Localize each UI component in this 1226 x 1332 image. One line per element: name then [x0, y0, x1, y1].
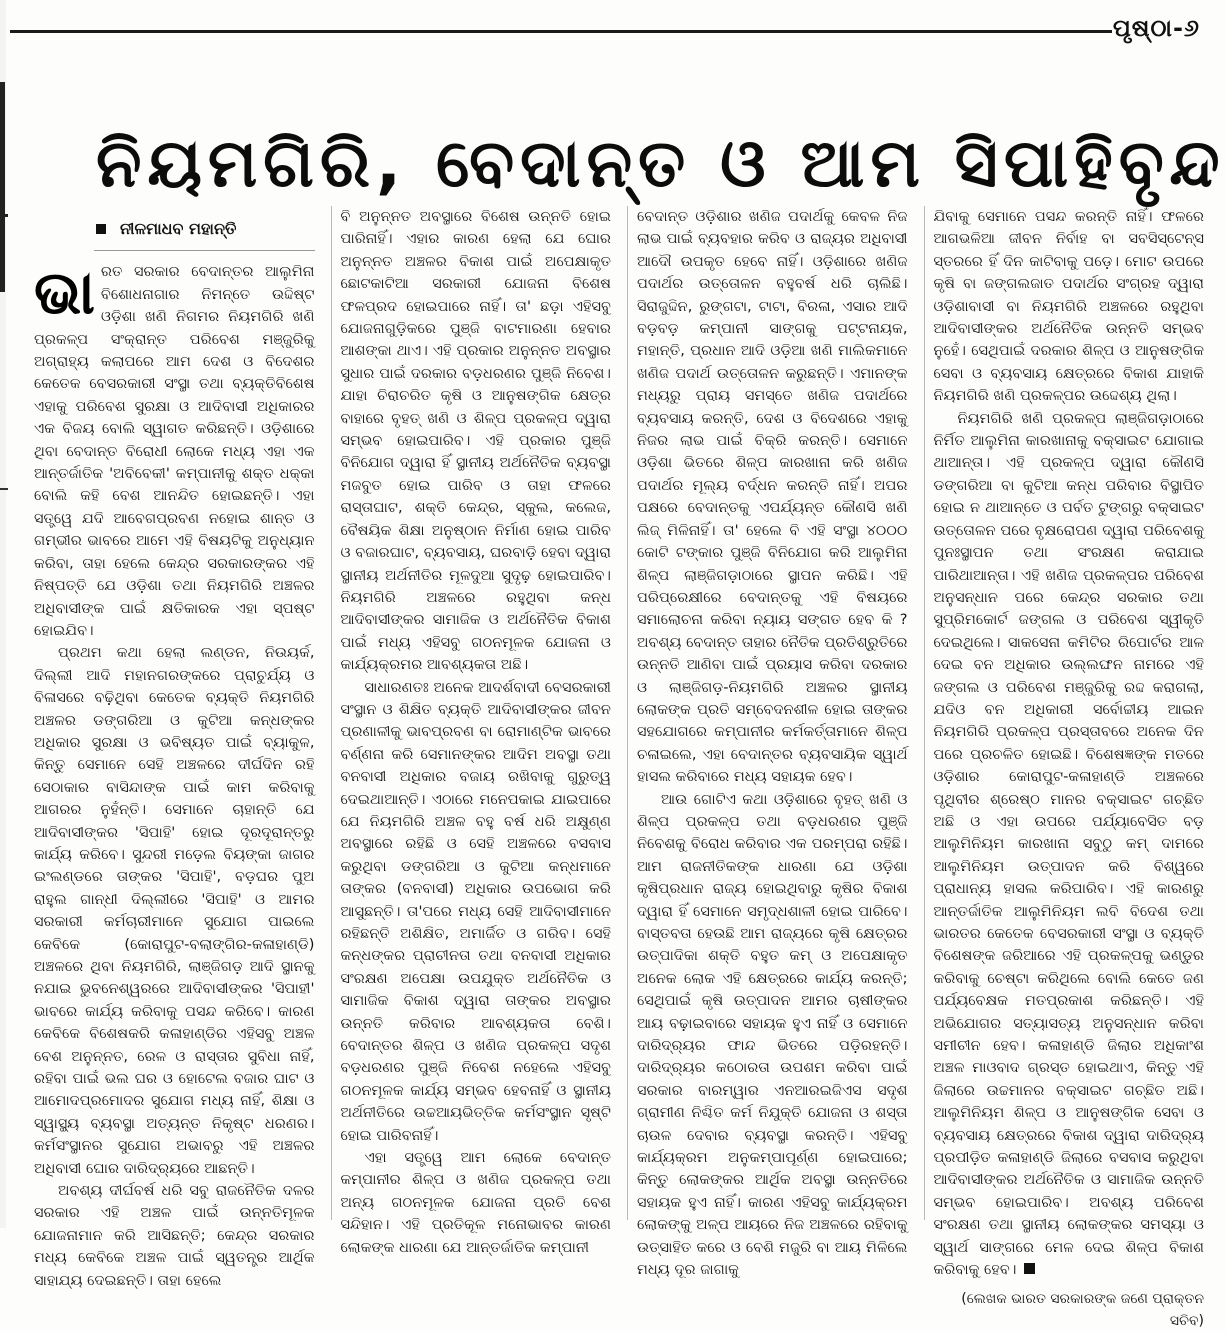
paragraph	[34, 261, 315, 642]
article-body	[34, 206, 1208, 1220]
column-1	[34, 206, 319, 1220]
page-number: ପୃଷ୍ଠା-୬	[1113, 14, 1200, 42]
paragraph: ସାଧାରଣତଃ ଅନେକ ଆଦର୍ଶବାଦୀ ବେସରକାରୀ ସଂସ୍ଥାନ ଓ ଶିକ୍ଷିତ ବ୍ୟକ୍ତି ଆଦିବାସୀଙ୍କର ଜୀବନ ପ୍ରଣାଳୀକୁ ଭାବପ୍ରବଣ ବା ରୋମାଣ୍ଟିକ ଭାବରେ ବର୍ଣ୍ଣନା କରି ସେମାନଙ୍କର ଆଦିମ ଅବସ୍ଥା ତଥା ବନବାସୀ ଅଧିକାର ବଜାୟ ରଖିବାକୁ ଗୁରୁତ୍ୱ ଦେଇଥାଆନ୍ତି। ଏଠାରେ ମନେପକାଇ ଯାଇପାରେ ଯେ ନିୟମଗିରି ଅଞ୍ଚଳ ବହୁ ବର୍ଷ ଧରି ଅକ୍ଷୁଣ୍ଣ ଅବସ୍ଥାରେ ରହିଛି ଓ ସେହି ଅଞ୍ଚଳରେ ବସବାସ କରୁଥିବା ଡଙ୍ଗରିଆ ଓ କୁଟିଆ କନ୍ଧମାନେ ତାଙ୍କର (ବନବାସୀ) ଅଧିକାର ଉପଭୋଗ କରି ଆସୁଛନ୍ତି। ତା'ପରେ ମଧ୍ୟ ସେହି ଆଦିବାସୀମାନେ ରହିଛନ୍ତି ଅଶିକ୍ଷିତ, ଅମାର୍ଜିତ ଓ ଗରିବ। ସେହି କନ୍ଧଙ୍କର ପ୍ରାଚୀନତା ତଥା ବନବାସୀ ଅଧିକାର ସଂରକ୍ଷଣ ଅପେକ୍ଷା ଉପଯୁକ୍ତ ଅର୍ଥନୈତିକ ଓ ସାମାଜିକ ବିକାଶ ଦ୍ୱାରା ତାଙ୍କର ଅବସ୍ଥାର ଉନ୍ନତି କରିବାର ଆବଶ୍ୟକତା ବେଶି। ବେଦାନ୍ତର ଶିଳ୍ପ ଓ ଖଣିଜ ପ୍ରକଳ୍ପ ସଦୃଶ ବଡ଼ଧରଣର ପୁଞ୍ଜି ନିବେଶ ନହେଲେ ଏହିସବୁ ଗଠନମୂଳକ କାର୍ଯ୍ୟ ସମ୍ଭବ ହେବନାହିଁ ଓ ସ୍ଥାନୀୟ ଅର୍ଥନୀତିରେ ଉଚ୍ଚଆୟଭିତ୍ତିକ କର୍ମସଂସ୍ଥାନ ସୃଷ୍ଟି ହୋଇ ପାରିବନାହିଁ।	[341, 677, 612, 1148]
column-4	[924, 206, 1209, 1220]
paragraph: ପ୍ରଥମ କଥା ହେଲା ଲଣ୍ଡନ, ନିଉୟର୍କ, ଦିଲ୍ଲୀ ଆଦି ମହାନଗରଙ୍କରେ ପ୍ରାଚୁର୍ଯ୍ୟ ଓ ବିଳାସରେ ବଢ଼ିଥିବା କେତେକ ବ୍ୟକ୍ତି ନିୟମଗିରି ଅଞ୍ଚଳର ଡଙ୍ଗରିଆ ଓ କୁଟିଆ କନ୍ଧଙ୍କର ଅଧିକାର ସୁରକ୍ଷା ଓ ଭବିଷ୍ୟତ ପାଇଁ ବ୍ୟାକୁଳ, କିନ୍ତୁ ସେମାନେ ସେହି ଅଞ୍ଚଳରେ ଦୀର୍ଘଦିନ ରହି ସେଠାକାର ବାସିନ୍ଦାଙ୍କ ପାଇଁ କାମ କରିବାକୁ ଆଗରର ନୁହଁନ୍ତି। ସେମାନେ ଚାହାନ୍ତି ଯେ ଆଦିବାସୀଙ୍କର 'ସିପାହି' ହୋଇ ଦୂରଦୂରାନ୍ତରୁ କାର୍ଯ୍ୟ କରିବେ। ସୁନ୍ଦରୀ ମଡ଼େଲ ବିୟଙ୍କା ଜାଗର ଇଂଲଣ୍ଡରେ ତାଙ୍କର 'ସିପାହି', ବଡ଼ଘର ପୁଅ ରାହୁଲ ଗାନ୍ଧୀ ଦିଲ୍ଲୀରେ 'ସିପାହି' ଓ ଆମର ସରକାରୀ କର୍ମଚାରୀମାନେ ସୁଯୋଗ ପାଇଲେ କେବିକେ (କୋରାପୁଟ-ବଲାଙ୍ଗିର-କଳାହାଣ୍ଡି) ଅଞ୍ଚଳରେ ଥିବା ନିୟମଗିରି, ଲାଞ୍ଜିଗଡ଼ ଆଦି ସ୍ଥାନକୁ ନଯାଇ ଭୁବନେଶ୍ୱରରେ ଆଦିବାସୀଙ୍କର 'ସିପାହୀ' ଭାବରେ କାର୍ଯ୍ୟ କରିବାକୁ ପସନ୍ଦ କରିବେ। କାରଣ କେବିକେ ବିଶେଷକରି କଳାହାଣ୍ଡିର ଏହିସବୁ ଅଞ୍ଚଳ ବେଶ ଅନୁନ୍ନତ, ରେଳ ଓ ରାସ୍ତାର ସୁବିଧା ନାହିଁ, ରହିବା ପାଇଁ ଭଲ ଘର ଓ ହୋଟେଲ ବଜାର ଘାଟ ଓ ଆମୋଦପ୍ରମୋଦର ସୁଯୋଗ ମଧ୍ୟ ନାହିଁ, ଶିକ୍ଷା ଓ ସ୍ୱାସ୍ଥ୍ୟ ବ୍ୟବସ୍ଥା ଅତ୍ୟନ୍ତ ନିକୃଷ୍ଟ ଧରଣର। କର୍ମସଂସ୍ଥାନର ସୁଯୋଗ ଅଭାବରୁ ଏହି ଅଞ୍ଚଳର ଅଧିବାସୀ ଘୋର ଦାରିଦ୍ର୍ୟରେ ଆଛନ୍ତି।	[34, 642, 315, 1180]
drop-cap: ଭା	[34, 263, 95, 323]
paragraph: ଅବଶ୍ୟ ଦୀର୍ଘବର୍ଷ ଧରି ସବୁ ରାଜନୈତିକ ଦଳର ସରକାର ଏହି ଅଞ୍ଚଳ ପାଇଁ ଉନ୍ନତିମୂଳକ ଯୋଜନାମାନ କରି ଆସିଛନ୍ତି; କେନ୍ଦ୍ର ସରକାର ମଧ୍ୟ କେବିକେ ଅଞ୍ଚଳ ପାଇଁ ସ୍ୱତନ୍ତ୍ର ଆର୍ଥିକ ସାହାଯ୍ୟ ଦେଇଛନ୍ତି। ତାହା ହେଲେ	[34, 1180, 315, 1292]
paragraph: ଯିବାକୁ ସେମାନେ ପସନ୍ଦ କରନ୍ତି ନାହିଁ। ଫଳରେ ଆଗଭଳିଆ ଜୀବନ ନିର୍ବାହ ବା ସବସିସ୍ଟେନ୍ସ ସ୍ତରରେ ହିଁ ଦିନ କାଟିବାକୁ ପଡ଼େ। ମୋଟ ଉପରେ କୃଷି ବା ଜଙ୍ଗଲଜାତ ପଦାର୍ଥର ସଂଗ୍ରହ ଦ୍ୱାରା ଓଡ଼ିଶାବାସୀ ବା ନିୟମଗିରି ଅଞ୍ଚଳରେ ରହୁଥିବା ଆଦିବାସୀଙ୍କର ଅର୍ଥନୈତିକ ଉନ୍ନତି ସମ୍ଭବ ନୁହେଁ। ସେଥିପାଇଁ ଦରକାର ଶିଳ୍ପ ଓ ଆନୁଷଙ୍ଗିକ ସେବା ଓ ବ୍ୟବସାୟ କ୍ଷେତ୍ରରେ ବିକାଶ ଯାହାକି ନିୟମଗିରି ଖଣି ପ୍ରକଳ୍ପର ଉଦ୍ଦେଶ୍ୟ ଥିଲା।	[934, 206, 1205, 408]
author-note: (ଲେଖକ ଭାରତ ସରକାରଙ୍କ ଜଣେ ପ୍ରାକ୍ତନ ସଚିବ)	[934, 1288, 1205, 1332]
paragraph: ବେଦାନ୍ତ ଓଡ଼ିଶାର ଖଣିଜ ପଦାର୍ଥକୁ କେବଳ ନିଜ ଲାଭ ପାଇଁ ବ୍ୟବହାର କରିବ ଓ ରାଜ୍ୟର ଅଧିବାସୀ ଆଦୌ ଉପକୃତ ହେବେ ନାହିଁ। ଓଡ଼ିଶାରେ ଖଣିଜ ପଦାର୍ଥର ଉତ୍ତୋଳନ ବହୁବର୍ଷ ଧରି ଚାଲିଛି। ସିରାଜୁଦ୍ଦିନ, ରୁଙ୍ଗଟା, ଟାଟା, ବିରଳା, ଏସାର ଆଦି ବଡ଼ବଡ଼ କମ୍ପାନୀ ସାଙ୍ଗକୁ ପଟ୍ଟନାୟକ, ମହାନ୍ତି, ପ୍ରଧାନ ଆଦି ଓଡ଼ିଆ ଖଣି ମାଲିକମାନେ ଖଣିଜ ପଦାର୍ଥ ଉତ୍ତୋଳନ କରୁଛନ୍ତି। ଏମାନଙ୍କ ମଧ୍ୟରୁ ପ୍ରାୟ ସମସ୍ତେ ଖଣିଜ ପଦାର୍ଥରେ ବ୍ୟବସାୟ କରନ୍ତି, ଦେଶ ଓ ବିଦେଶରେ ଏହାକୁ ନିଜର ଲାଭ ପାଇଁ ବିକ୍ରି କରନ୍ତି। ସେମାନେ ଓଡ଼ିଶା ଭିତରେ ଶିଳ୍ପ କାରଖାନା କରି ଖଣିଜ ପଦାର୍ଥର ମୂଲ୍ୟ ବର୍ଦ୍ଧନ କରନ୍ତି ନାହିଁ। ଅପର ପକ୍ଷରେ ବେଦାନ୍ତକୁ ଏପର୍ଯ୍ୟନ୍ତ କୌଣସି ଖଣି ଲିଜ୍ ମିଳିନାହିଁ। ତା' ହେଲେ ବି ଏହି ସଂସ୍ଥା ୪୦୦୦ କୋଟି ଟଙ୍କାର ପୁଞ୍ଜି ବିନିଯୋଗ କରି ଆଲୁମିନା ଶିଳ୍ପ ଲାଞ୍ଜିଗଡ଼ାଠାରେ ସ୍ଥାପନ କରିଛି। ଏହି ପରିପ୍ରେକ୍ଷୀରେ ବେଦାନ୍ତକୁ ଏହି ବିଷୟରେ ସମାଲୋଚନା କରିବା ନ୍ୟାୟ ସଙ୍ଗତ ହେବ କି ? ଅବଶ୍ୟ ବେଦାନ୍ତ ତାହାର ନୈତିକ ପ୍ରତିଶ୍ରୁତିରେ ଉନ୍ନତି ଆଣିବା ପାଇଁ ପ୍ରୟାସ କରିବା ଦରକାର ଓ ଲାଞ୍ଜିଗଡ଼-ନିୟମଗିରି ଅଞ୍ଚଳର ସ୍ଥାନୀୟ ଲୋକଙ୍କ ପ୍ରତି ସମ୍ବେଦନଶୀଳ ହୋଇ ତାଙ୍କର ସହଯୋଗରେ କମ୍ପାନୀର କର୍ମକର୍ତ୍ତାମାନେ ଶିଳ୍ପ ଚଳାଇଲେ, ଏହା ବେଦାନ୍ତର ବ୍ୟବସାୟିକ ସ୍ୱାର୍ଥ ହାସଲ କରିବାରେ ମଧ୍ୟ ସହାୟକ ହେବ।	[637, 206, 908, 789]
gutter-bar	[0, 82, 5, 292]
column-2	[331, 206, 616, 1220]
paragraph: ବି ଅନୁନ୍ନତ ଅବସ୍ଥାରେ ବିଶେଷ ଉନ୍ନତି ହୋଇ ପାରିନାହିଁ। ଏହାର କାରଣ ହେଲା ଯେ ଘୋର ଅନୁନ୍ନତ ଅଞ୍ଚଳର ବିକାଶ ପାଇଁ ଅପେକ୍ଷାକୃତ ଛୋଟକାଟିଆ ସରକାରୀ ଯୋଜନା ବିଶେଷ ଫଳପ୍ରଦ ହୋଇପାରେ ନାହିଁ। ତା' ଛଡ଼ା ଏହିସବୁ ଯୋଜନାଗୁଡ଼ିକରେ ପୁଞ୍ଜି ବାଟମାରଣା ହେବାର ଆଶଙ୍କା ଥାଏ। ଏହି ପ୍ରକାର ଅନୁନ୍ନତ ଅବସ୍ଥାର ସୁଧାର ପାଇଁ ଦରକାର ବଡ଼ଧରଣର ପୁଞ୍ଜି ନିବେଶ। ଯାହା ଚିରାଚରିତ କୃଷି ଓ ଆନୁଷଙ୍ଗିକ କ୍ଷେତ୍ର ବାହାରେ ବୃହତ୍ ଖଣି ଓ ଶିଳ୍ପ ପ୍ରକଳ୍ପ ଦ୍ୱାରା ସମ୍ଭବ ହୋଇପାରିବ। ଏହି ପ୍ରକାର ପୁଞ୍ଜି ବିନିଯୋଗ ଦ୍ୱାରା ହିଁ ସ୍ଥାନୀୟ ଅର୍ଥନୈତିକ ବ୍ୟବସ୍ଥା ମଜବୁତ ହୋଇ ପାରିବ ଓ ତାହା ଫଳରେ ରାସ୍ତାଘାଟ, ଶକ୍ତି କେନ୍ଦ୍ର, ସ୍କୁଲ, କଲେଜ, ବୈଷୟିକ ଶିକ୍ଷା ଅନୁଷ୍ଠାନ ନିର୍ମାଣ ହୋଇ ପାରିବ ଓ ବଜାରଘାଟ, ବ୍ୟବସାୟ, ଘରବାଡ଼ି ହେବା ଦ୍ୱାରା ସ୍ଥାନୀୟ ଅର୍ଥନୀତିର ମୂଳଦୁଆ ସୁଦୃଢ଼ ହୋଇପାରିବ। ନିୟମଗିରି ଅଞ୍ଚଳରେ ରହୁଥିବା କନ୍ଧ ଆଦିବାସୀଙ୍କର ସାମାଜିକ ଓ ଅର୍ଥନୈତିକ ବିକାଶ ପାଇଁ ମଧ୍ୟ ଏହିସବୁ ଗଠନମୂଳକ ଯୋଜନା ଓ କାର୍ଯ୍ୟକ୍ରମର ଆବଶ୍ୟକତା ଅଛି।	[341, 206, 612, 677]
paragraph-text: ରତ ସରକାର ବେଦାନ୍ତର ଆଲୁମିନା ବିଶୋଧନାଗାର ନିମନ୍ତେ ଉଦ୍ଦିଷ୍ଟ ଓଡ଼ିଶା ଖଣି ନିଗମର ନିୟମଗିରି ଖଣି ପ୍ରକଳ୍ପ ସଂକ୍ରାନ୍ତ ପରିବେଶ ମଞ୍ଜୁରିକୁ ଅଗ୍ରାହ୍ୟ କଲାପରେ ଆମ ଦେଶ ଓ ବିଦେଶର କେତେକ ବେସରକାରୀ ସଂସ୍ଥା ତଥା ବ୍ୟକ୍ତିବିଶେଷ ଏହାକୁ ପରିବେଶ ସୁରକ୍ଷା ଓ ଆଦିବାସୀ ଅଧିକାରର ଏକ ବିଜୟ ବୋଲି ସ୍ୱାଗତ କରିଛନ୍ତି। ଓଡ଼ିଶାରେ ଥିବା ବେଦାନ୍ତ ବିରୋଧୀ ଲୋକେ ମଧ୍ୟ ଏହା ଏକ ଆନ୍ତର୍ଜାତିକ 'ଅବିବେକୀ' କମ୍ପାନୀକୁ ଶକ୍ତ ଧକ୍କା ବୋଲି କହି ବେଶ ଆନନ୍ଦିତ ହୋଇଛନ୍ତି। ଏହା ସତ୍ତ୍ୱେ ଯଦି ଆବେଗପ୍ରବଣ ନହୋଇ ଶାନ୍ତ ଓ ଗମ୍ଭୀର ଭାବରେ ଆମେ ଏହି ବିଷୟଟିକୁ ଅନୁଧ୍ୟାନ କରିବା, ତାହା ହେଲେ କେନ୍ଦ୍ର ସରକାରଙ୍କର ଏହି ନିଷ୍ପତ୍ତି ଯେ ଓଡ଼ିଶା ତଥା ନିୟମଗିରି ଅଞ୍ଚଳର ଅଧିବାସୀଙ୍କ ପାଇଁ କ୍ଷତିକାରକ ଏହା ସ୍ପଷ୍ଟ ହୋଇଯିବ।	[34, 263, 315, 639]
gutter-rule	[0, 488, 8, 490]
paragraph: ଏହା ସତ୍ତ୍ୱେ ଆମ ଲୋକେ ବେଦାନ୍ତ କମ୍ପାନୀର ଶିଳ୍ପ ଓ ଖଣିଜ ପ୍ରକଳ୍ପ ତଥା ଅନ୍ୟ ଗଠନମୂଳକ ଯୋଜନା ପ୍ରତି ବେଶ ସନ୍ଦିହାନ। ଏହି ପ୍ରତିକୂଳ ମନୋଭାବର କାରଣ ଲୋକଙ୍କ ଧାରଣା ଯେ ଆନ୍ତର୍ଜାତିକ କମ୍ପାନୀ	[341, 1147, 612, 1259]
paragraph: ଆଉ ଗୋଟିଏ କଥା ଓଡ଼ିଶାରେ ବୃହତ୍ ଖଣି ଓ ଶିଳ୍ପ ପ୍ରକଳ୍ପ ତଥା ବଡ଼ଧରଣର ପୁଞ୍ଜି ନିବେଶକୁ ବିରୋଧ କରିବାର ଏକ ପରମ୍ପରା ରହିଛି। ଆମ ରାଜନୀତିକଙ୍କ ଧାରଣା ଯେ ଓଡ଼ିଶା କୃଷିପ୍ରଧାନ ରାଜ୍ୟ ହୋଇଥିବାରୁ କୃଷିର ବିକାଶ ଦ୍ୱାରା ହିଁ ସେମାନେ ସମୃଦ୍ଧଶାଳୀ ହୋଇ ପାରିବେ। ବାସ୍ତବତା ହେଉଛି ଆମ ରାଜ୍ୟରେ କୃଷି କ୍ଷେତ୍ରର ଉତ୍ପାଦିକା ଶକ୍ତି ବହୁତ କମ୍ ଓ ଅପେକ୍ଷାକୃତ ଅନେକ ଲୋକ ଏହି କ୍ଷେତ୍ରରେ କାର୍ଯ୍ୟ କରନ୍ତି; ସେଥିପାଇଁ କୃଷି ଉତ୍ପାଦନ ଆମର ଚାଷୀଙ୍କର ଆୟ ବଢ଼ାଇବାରେ ସହାୟକ ହୁଏ ନାହିଁ ଓ ସେମାନେ ଦାରିଦ୍ର୍ୟର ଫାନ୍ଦ ଭିତରେ ପଡ଼ିରହନ୍ତି। ଦାରିଦ୍ର୍ୟର କଠୋରତା ଉପଶମ କରିବା ପାଇଁ ସରକାର ବାରମ୍ୱାର ଏନଆରଇଜିଏସ ସଦୃଶ ଗ୍ରାମୀଣ ନିଶ୍ଚିତ କର୍ମ ନିଯୁକ୍ତି ଯୋଜନା ଓ ଶସ୍ତା ଚାଉଳ ଦେବାର ବ୍ୟବସ୍ଥା କରନ୍ତି। ଏହିସବୁ କାର୍ଯ୍ୟକ୍ରମ ଅନୁକମ୍ପାପୂର୍ଣ୍ଣ ହୋଇପାରେ; କିନ୍ତୁ ଲୋକଙ୍କର ଆର୍ଥିକ ଅବସ୍ଥା ଉନ୍ନତିରେ ସହାୟକ ହୁଏ ନାହିଁ। କାରଣ ଏହିସବୁ କାର୍ଯ୍ୟକ୍ରମ ଲୋକଙ୍କୁ ଅଳ୍ପ ଆୟରେ ନିଜ ଅଞ୍ଚଳରେ ରହିବାକୁ ଉତ୍ସାହିତ କରେ ଓ ବେଶି ମଜୁରି ବା ଆୟ ମିଳିଲେ ମଧ୍ୟ ଦୂର ଜାଗାକୁ	[637, 789, 908, 1282]
headline: ନିୟମଗିରି, ବେଦାନ୍ତ ଓ ଆମ ସିପାହିବୃନ୍ଦ	[96, 104, 1176, 224]
header-rule	[10, 30, 1112, 33]
byline	[96, 218, 315, 240]
byline-rule	[94, 250, 315, 251]
gutter-tick	[0, 214, 8, 217]
bullet-square-icon	[96, 224, 106, 234]
paragraph-text: ନିୟମଗିରି ଖଣି ପ୍ରକଳ୍ପ ଲାଞ୍ଜିଗଡ଼ାଠାରେ ନିର୍ମିତ ଆଲୁମିନା କାରଖାନାକୁ ବକ୍ସାଇଟ ଯୋଗାଇ ଥାଆନ୍ତା। ଏହି ପ୍ରକଳ୍ପ ଦ୍ୱାରା କୌଣସି ଡଙ୍ଗରିଆ ବା କୁଟିଆ କନ୍ଧ ପରିବାର ବିସ୍ଥାପିତ ହୋଇ ନ ଥାଆନ୍ତେ ଓ ପର୍ବତ ଟୁଙ୍ଗରୁ ବକ୍ସାଇଟ ଉତ୍ତୋଳନ ପରେ ବୃକ୍ଷରୋପଣ ଦ୍ୱାରା ପରିବେଶକୁ ପୁନଃସ୍ଥାପନ ତଥା ସଂରକ୍ଷଣ କରାଯାଇ ପାରିଥାଆନ୍ତା। ଏହି ଖଣିଜ ପ୍ରକଳ୍ପର ପରିବେଶ ଅନୁସନ୍ଧାନ ପରେ କେନ୍ଦ୍ର ସରକାର ତଥା ସୁପ୍ରିମକୋର୍ଟ ଜଙ୍ଗଲ ଓ ପରିବେଶ ସ୍ୱୀକୃତି ଦେଇଥିଲେ। ସାକସେନା କମିଟିର ରିପୋର୍ଟର ଆଳ ଦେଇ ବନ ଅଧିକାର ଉଲ୍ଲଙ୍ଘନ ନାମରେ ଏହି ଜଙ୍ଗଲ ଓ ପରିବେଶ ମଞ୍ଜୁରିକୁ ରଦ୍ଦ କରାଗଲା, ଯଦିଓ ବନ ଅଧିକାରୀ ସର୍ବୋଚ୍ଚୀୟ ଆଇନ ନିୟମଗିରି ପ୍ରକଳ୍ପ ପ୍ରସ୍ତାବରେ ଅନେକ ଦିନ ପରେ ପ୍ରଚଳିତ ହୋଇଛି। ବିଶେଷଜ୍ଞଙ୍କ ମତରେ ଓଡ଼ିଶାର କୋରାପୁଟ-କଳାହାଣ୍ଡି ଅଞ୍ଚଳରେ ପୃଥିବୀର ଶ୍ରେଷ୍ଠ ମାନର ବକ୍ସାଇଟ ଗଚ୍ଛିତ ଅଛି ଓ ଏହା ଉପରେ ପର୍ଯ୍ୟାବେସିତ ବଡ଼ ଆଲୁମିନିୟମ କାରଖାନା ସବୁଠୁ କମ୍ ଦାମରେ ଆଲୁମିନିୟମ ଉତ୍ପାଦନ କରି ବିଶ୍ୱରେ ପ୍ରାଧାନ୍ୟ ହାସଲ କରିପାରିବ। ଏହି କାରଣରୁ ଆନ୍ତର୍ଜାତିକ ଆଲୁମିନିୟମ ଲବି ବିଦେଶ ତଥା ଭାରତର କେତେକ ବେସରକାରୀ ସଂସ୍ଥା ଓ ବ୍ୟକ୍ତି ବିଶେଷଙ୍କ ଜରିଆରେ ଏହି ପ୍ରକଳ୍ପକୁ ଭଣ୍ଡୁର କରିବାକୁ ଚେଷ୍ଟା କରିଥିଲେ ବୋଲି କେତେ ଜଣ ପର୍ଯ୍ୟବେକ୍ଷକ ମତପ୍ରକାଶ କରିଛନ୍ତି। ଏହି ଅଭିଯୋଗର ସତ୍ୟାସତ୍ୟ ଅନୁସନ୍ଧାନ କରିବା ସମୀଚୀନ ହେବ। କଳାହାଣ୍ଡି ଜିଲାର ଅଧିକାଂଶ ଅଞ୍ଚଳ ମାଓବାଦ ଗ୍ରସ୍ତ ହୋଇଥାଏ, କିନ୍ତୁ ଏହି ଜିଲାରେ ଉଚ୍ଚମାନର ବକ୍ସାଇଟ ଗଚ୍ଛିତ ଅଛି। ଆଲୁମିନିୟମ ଶିଳ୍ପ ଓ ଆନୁଷଙ୍ଗିକ ସେବା ଓ ବ୍ୟବସାୟ କ୍ଷେତ୍ରରେ ବିକାଶ ଦ୍ୱାରା ଦାରିଦ୍ର୍ୟ ପ୍ରପୀଡ଼ିତ କଳାହାଣ୍ଡି ଜିଲାରେ ବସବାସ କରୁଥିବା ଆଦିବାସୀଙ୍କର ଅର୍ଥନୈତିକ ଓ ସାମାଜିକ ଉନ୍ନତି ସମ୍ଭବ ହୋଇପାରିବ। ଅବଶ୍ୟ ପରିବେଶ ସଂରକ୍ଷଣ ତଥା ସ୍ଥାନୀୟ ଲୋକଙ୍କର ସମସ୍ୟା ଓ ସ୍ୱାର୍ଥ ସାଙ୍ଗରେ ମେଳ ଦେଇ ଶିଳ୍ପ ବିକାଶ କରିବାକୁ ହେବ।	[934, 410, 1205, 1278]
end-square-icon	[1024, 1263, 1035, 1274]
column-3	[627, 206, 912, 1220]
author-name: ନୀଳମାଧବ ମହାନ୍ତି	[120, 218, 236, 240]
paragraph	[934, 408, 1205, 1282]
